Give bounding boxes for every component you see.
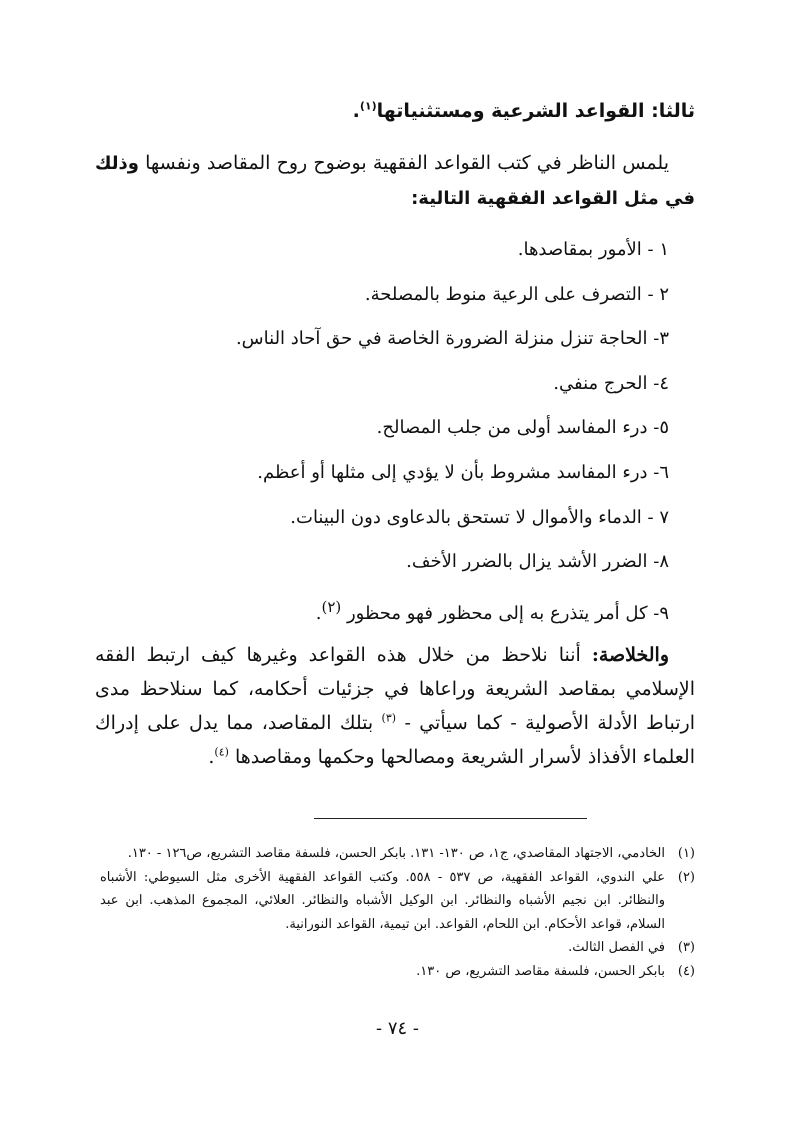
- summary-paragraph: [95, 638, 695, 774]
- summary-text-a: أننا نلاحظ من خلال هذه القواعد وغيرها كيف ارتبط الفقه الإسلامي بمقاصد الشريعة وراعاها في جزئيات أحكامه، كما سنلاحظ مدى ارتباط الأدلة الأصولية - كما سيأتي -: [95, 644, 695, 735]
- footnote-text: في الفصل الثالث.: [568, 940, 665, 955]
- intro-paragraph: [95, 146, 695, 216]
- footnote-text: بابكر الحسن، فلسفة مقاصد التشريع، ص ١٣٠.: [416, 963, 665, 979]
- rules-list: [95, 228, 695, 636]
- footnote-number: (٢): [677, 869, 695, 885]
- footnote-1: [100, 842, 695, 866]
- section-heading: [95, 96, 695, 126]
- rule-item: ٤- الحرج منفي.: [553, 372, 669, 394]
- heading-period: .: [352, 100, 360, 122]
- summary-period: .: [208, 746, 215, 769]
- rule-item: ٣- الحاجة تنزل منزلة الضرورة الخاصة في حق آحاد الناس.: [235, 328, 669, 350]
- footnote-ref-3[interactable]: (٣): [381, 712, 397, 726]
- footnote-ref-2[interactable]: (٢): [321, 597, 342, 616]
- rule-item-9: [95, 585, 669, 637]
- rule-item: ٧ - الدماء والأموال لا تستحق بالدعاوى دون البينات.: [290, 506, 669, 528]
- rule-item: ٥- درء المفاسد أولى من جلب المصالح.: [376, 417, 669, 439]
- footnote-3: [100, 936, 695, 960]
- footnote-4: [100, 960, 695, 984]
- rule-item: ٦- درء المفاسد مشروط بأن لا يؤدي إلى مثلها أو أعظم.: [257, 461, 669, 483]
- page-number: - ٧٤ -: [376, 1018, 419, 1039]
- rule-item: ٢ - التصرف على الرعية منوط بالمصلحة.: [364, 283, 669, 305]
- footnote-separator: [314, 818, 587, 819]
- footnote-text: الخادمي، الاجتهاد المقاصدي، ج١، ص ١٣٠- ١٣١. بابكر الحسن، فلسفة مقاصد التشريع، ص١٢٦ - ١٣٠.: [127, 846, 665, 861]
- intro-line-1: يلمس الناظر في كتب القواعد الفقهية بوضوح روح المقاصد ونفسها: [145, 152, 669, 174]
- footnotes: [100, 842, 695, 983]
- footnote-2: [100, 866, 695, 937]
- summary-text-b: بتلك المقاصد، مما يدل على إدراك العلماء الأفذاذ لأسرار الشريعة ومصالحها وحكمها ومقاصدها: [95, 712, 695, 769]
- footnote-number: (١): [677, 846, 695, 861]
- intro-line-2: وذلك في مثل القواعد الفقهية التالية:: [95, 153, 695, 209]
- footnote-number: (٤): [677, 963, 695, 979]
- rule-9-period: .: [315, 602, 322, 624]
- footnote-text: علي الندوي، القواعد الفقهية، ص ٥٣٧ - ٥٥٨. وكتب القواعد الفقهية الأخرى مثل السيوطي: الأشباه والنظائر. ابن نجيم الأشباه والنظائر. ابن الوكيل الأشباه والنظائر. العلائي، المجموع المذهب. ابن عبد السلام، قواعد الأحكام. ابن اللحام، القواعد. ابن تيمية، القواعد النورانية.: [100, 869, 665, 932]
- rule-9-text: ٩- كل أمر يتذرع به إلى محظور فهو محظور: [346, 602, 669, 624]
- footnote-number: (٣): [677, 940, 695, 955]
- rule-item: ٨- الضرر الأشد يزال بالضرر الأخف.: [406, 551, 669, 573]
- footnote-ref-1[interactable]: (١): [359, 99, 377, 113]
- rule-item: ١ - الأمور بمقاصدها.: [517, 239, 669, 260]
- summary-label: والخلاصة:: [591, 644, 670, 667]
- section-heading-text: ثالثا: القواعد الشرعية ومستثنياتها: [376, 100, 695, 122]
- page-body: [95, 96, 695, 774]
- footnote-ref-4[interactable]: (٤): [214, 746, 229, 760]
